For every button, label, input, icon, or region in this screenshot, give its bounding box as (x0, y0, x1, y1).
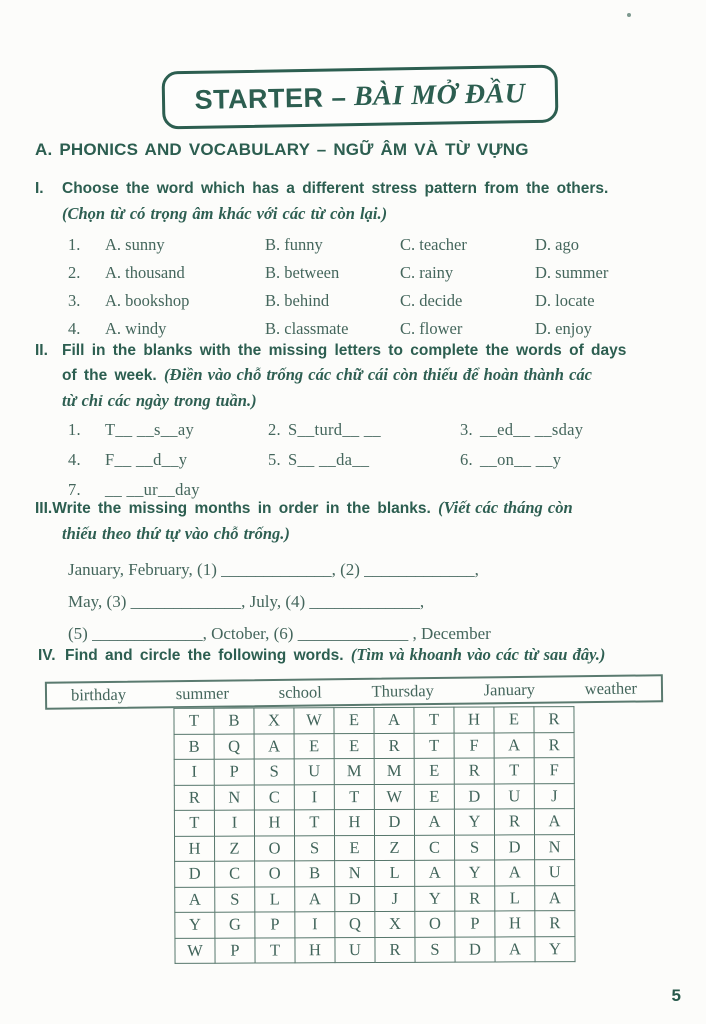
grid-cell: Q (214, 734, 254, 760)
grid-cell: T (255, 937, 295, 963)
exercise-1 (35, 177, 680, 339)
grid-cell: L (375, 860, 415, 886)
option-b: B. between (265, 263, 340, 282)
option-d: D. ago (535, 235, 579, 254)
grid-cell: I (214, 810, 254, 836)
grid-cell: D (374, 809, 414, 835)
item-number: 2. (268, 420, 281, 439)
grid-row (175, 936, 575, 963)
exercise-4-heading (35, 643, 680, 668)
option-c: C. flower (400, 319, 463, 338)
grid-row (175, 911, 575, 938)
grid-cell: S (415, 937, 455, 963)
grid-cell: C (414, 835, 454, 861)
section-a-heading: A. PHONICS AND VOCABULARY – NGỮ ÂM VÀ TỪ VỰNG (35, 140, 529, 159)
grid-cell: E (334, 733, 374, 759)
grid-cell: Y (175, 912, 215, 938)
grid-cell: H (334, 810, 374, 836)
grid-cell: X (375, 911, 415, 937)
grid-cell: M (374, 758, 414, 784)
option-a: A. thousand (105, 263, 185, 282)
grid-cell: C (254, 784, 294, 810)
grid-cell: T (174, 708, 214, 734)
grid-cell: T (494, 758, 534, 784)
grid-cell: P (455, 911, 495, 937)
grid-row (175, 885, 575, 912)
exercise-4 (35, 643, 680, 668)
option-b: B. funny (265, 235, 323, 254)
grid-row (174, 783, 574, 810)
grid-cell: A (295, 886, 335, 912)
grid-cell: Y (455, 860, 495, 886)
exercise-1-options (35, 234, 680, 339)
grid-row (174, 707, 574, 734)
months-line: January, February, (1) _____________, (2) _____________, (68, 560, 479, 579)
exercise-3-instruction-vi-line1: (Viết các tháng còn (438, 498, 573, 517)
lesson-title-box (162, 65, 559, 130)
grid-cell: R (455, 885, 495, 911)
exercise-4-instruction-vi: (Tìm và khoanh vào các từ sau đây.) (350, 645, 606, 664)
grid-cell: G (215, 912, 255, 938)
grid-cell: N (214, 785, 254, 811)
grid-cell: R (375, 937, 415, 963)
exercise-4-numeral: IV. (38, 647, 56, 664)
grid-cell: B (174, 734, 214, 760)
exercise-1-heading (35, 177, 680, 201)
grid-cell: E (335, 835, 375, 861)
grid-cell: S (215, 887, 255, 913)
fill-blank-item: F__ __d__y (105, 450, 188, 469)
fill-blank-item: 5. S__ __da__ (268, 450, 370, 469)
grid-cell: R (374, 733, 414, 759)
word-search-grid (173, 706, 575, 964)
exercise-2-items (35, 419, 680, 500)
exercise-2-instruction-vi-line1: (Điền vào chỗ trống các chữ cái còn thiếu để hoàn thành các (164, 365, 593, 384)
item-number: 4. (68, 450, 81, 469)
lesson-title-vi: BÀI MỞ ĐẦU (353, 78, 526, 113)
grid-cell: P (215, 938, 255, 964)
exercise-3-heading-line1 (35, 496, 680, 521)
option-b: B. behind (265, 291, 330, 310)
grid-cell: R (534, 732, 574, 758)
grid-cell: Y (535, 936, 575, 962)
grid-cell: O (415, 911, 455, 937)
word-list-item: summer (175, 683, 230, 704)
grid-cell: H (295, 937, 335, 963)
exercise-3-instruction-en: Write the missing months in order in the blanks. (52, 500, 439, 517)
grid-cell: Z (215, 836, 255, 862)
option-d: D. enjoy (535, 319, 592, 338)
grid-cell: I (174, 759, 214, 785)
grid-row (175, 834, 575, 861)
exercise-2-heading-line1 (35, 339, 680, 363)
option-d: D. summer (535, 263, 609, 282)
fill-blank-item: __ __ur__day (105, 480, 200, 499)
grid-cell: T (294, 810, 334, 836)
grid-cell: R (535, 911, 575, 937)
option-c: C. teacher (400, 235, 467, 254)
option-row-number: 4. (68, 319, 81, 338)
grid-cell: M (334, 759, 374, 785)
word-list-item: school (278, 682, 322, 702)
word-search-grid-body (174, 707, 575, 964)
grid-cell: A (495, 860, 535, 886)
grid-cell: A (374, 707, 414, 733)
grid-cell: W (294, 708, 334, 734)
grid-cell: E (414, 758, 454, 784)
option-b: B. classmate (265, 319, 349, 338)
grid-cell: W (374, 784, 414, 810)
exercise-4-instruction-en: Find and circle the following words. (65, 647, 351, 664)
grid-cell: N (335, 860, 375, 886)
grid-cell: A (175, 887, 215, 913)
grid-cell: S (254, 759, 294, 785)
grid-cell: I (295, 912, 335, 938)
grid-cell: T (414, 733, 454, 759)
grid-row (175, 860, 575, 887)
grid-cell: U (294, 759, 334, 785)
grid-cell: P (214, 759, 254, 785)
grid-cell: U (335, 937, 375, 963)
grid-cell: E (294, 733, 334, 759)
word-list-box (45, 674, 663, 710)
exercise-1-instruction-en: Choose the word which has a different stress pattern from the others. (62, 180, 609, 197)
lesson-title-dash: – (331, 81, 347, 112)
months-line: May, (3) _____________, July, (4) _____________, (68, 592, 425, 611)
exercise-3-instruction-vi-line2: thiếu theo thứ tự vào chỗ trống.) (62, 524, 290, 543)
item-number: 3. (460, 420, 473, 439)
grid-cell: J (375, 886, 415, 912)
exercise-3-blank-lines (35, 554, 680, 650)
option-c: C. decide (400, 291, 463, 310)
grid-cell: F (534, 758, 574, 784)
item-number: 5. (268, 450, 281, 469)
grid-cell: D (494, 834, 534, 860)
grid-cell: U (535, 860, 575, 886)
grid-cell: T (414, 707, 454, 733)
fill-blank-item: 2. S__turd__ __ (268, 420, 381, 439)
grid-cell: O (255, 835, 295, 861)
grid-cell: A (535, 885, 575, 911)
option-d: D. locate (535, 291, 595, 310)
grid-cell: A (495, 936, 535, 962)
grid-cell: H (175, 836, 215, 862)
exercise-2-heading-line2 (35, 363, 680, 388)
grid-cell: I (294, 784, 334, 810)
grid-cell: Z (375, 835, 415, 861)
grid-cell: H (495, 911, 535, 937)
grid-cell: R (174, 785, 214, 811)
word-list-item: birthday (70, 684, 127, 705)
item-number: 6. (460, 450, 473, 469)
exercise-2-numeral: II. (35, 342, 48, 359)
fill-blank-item: 3. __ed__ __sday (460, 420, 584, 439)
exercise-1-instruction-vi: (Chọn từ có trọng âm khác với các từ còn lại.) (62, 204, 388, 223)
option-a: A. bookshop (105, 291, 190, 310)
grid-cell: L (495, 885, 535, 911)
grid-cell: B (214, 708, 254, 734)
grid-cell: N (534, 834, 574, 860)
grid-row (174, 732, 574, 759)
grid-cell: S (454, 834, 494, 860)
option-row-number: 1. (68, 235, 81, 254)
word-list-item: Thursday (371, 681, 434, 701)
grid-row (174, 758, 574, 785)
grid-cell: L (255, 886, 295, 912)
grid-cell: A (254, 733, 294, 759)
grid-cell: U (494, 783, 534, 809)
word-list-item: weather (584, 678, 638, 699)
word-list-item: January (483, 679, 536, 700)
grid-cell: W (175, 938, 215, 964)
grid-cell: O (255, 861, 295, 887)
months-line: (5) _____________, October, (6) _____________ , December (68, 624, 491, 643)
option-c: C. rainy (400, 263, 454, 282)
grid-cell: T (334, 784, 374, 810)
grid-cell: E (494, 707, 534, 733)
grid-cell: E (334, 708, 374, 734)
item-number: 1. (68, 420, 81, 439)
fill-blank-item: 6. __on__ __y (460, 450, 562, 469)
grid-cell: D (455, 936, 495, 962)
scan-dot-artifact (627, 13, 631, 17)
fill-blank-item: T__ __s__ay (105, 420, 194, 439)
grid-cell: S (295, 835, 335, 861)
exercise-2-instruction-en-line1: Fill in the blanks with the missing letters to complete the words of days (62, 342, 627, 359)
grid-cell: T (174, 810, 214, 836)
grid-cell: D (175, 861, 215, 887)
option-a: A. sunny (105, 235, 165, 254)
grid-cell: Q (335, 911, 375, 937)
exercise-2 (35, 339, 680, 500)
grid-cell: H (454, 707, 494, 733)
grid-row (174, 809, 574, 836)
option-row-number: 2. (68, 263, 81, 282)
exercise-1-numeral: I. (35, 180, 44, 197)
exercise-2-instruction-en-line2: of the week. (62, 367, 165, 384)
grid-cell: C (215, 861, 255, 887)
grid-cell: A (415, 860, 455, 886)
grid-cell: A (534, 809, 574, 835)
exercise-3-numeral: III. (35, 500, 53, 517)
grid-cell: R (454, 758, 494, 784)
grid-cell: R (494, 809, 534, 835)
lesson-title-en: STARTER (194, 82, 324, 115)
grid-cell: P (255, 912, 295, 938)
grid-cell: E (414, 784, 454, 810)
exercise-3 (35, 496, 680, 650)
grid-cell: R (534, 707, 574, 733)
grid-cell: D (335, 886, 375, 912)
item-number: 7. (68, 480, 81, 499)
option-a: A. windy (105, 319, 167, 338)
grid-cell: Y (454, 809, 494, 835)
exercise-2-instruction-vi-line2: từ chỉ các ngày trong tuần.) (62, 391, 257, 410)
grid-cell: H (254, 810, 294, 836)
grid-cell: Y (415, 886, 455, 912)
page-number: 5 (671, 986, 681, 1005)
grid-cell: A (494, 732, 534, 758)
grid-cell: A (414, 809, 454, 835)
option-row-number: 3. (68, 291, 81, 310)
grid-cell: F (454, 732, 494, 758)
grid-cell: D (454, 783, 494, 809)
grid-cell: X (254, 708, 294, 734)
grid-cell: B (295, 861, 335, 887)
grid-cell: J (534, 783, 574, 809)
